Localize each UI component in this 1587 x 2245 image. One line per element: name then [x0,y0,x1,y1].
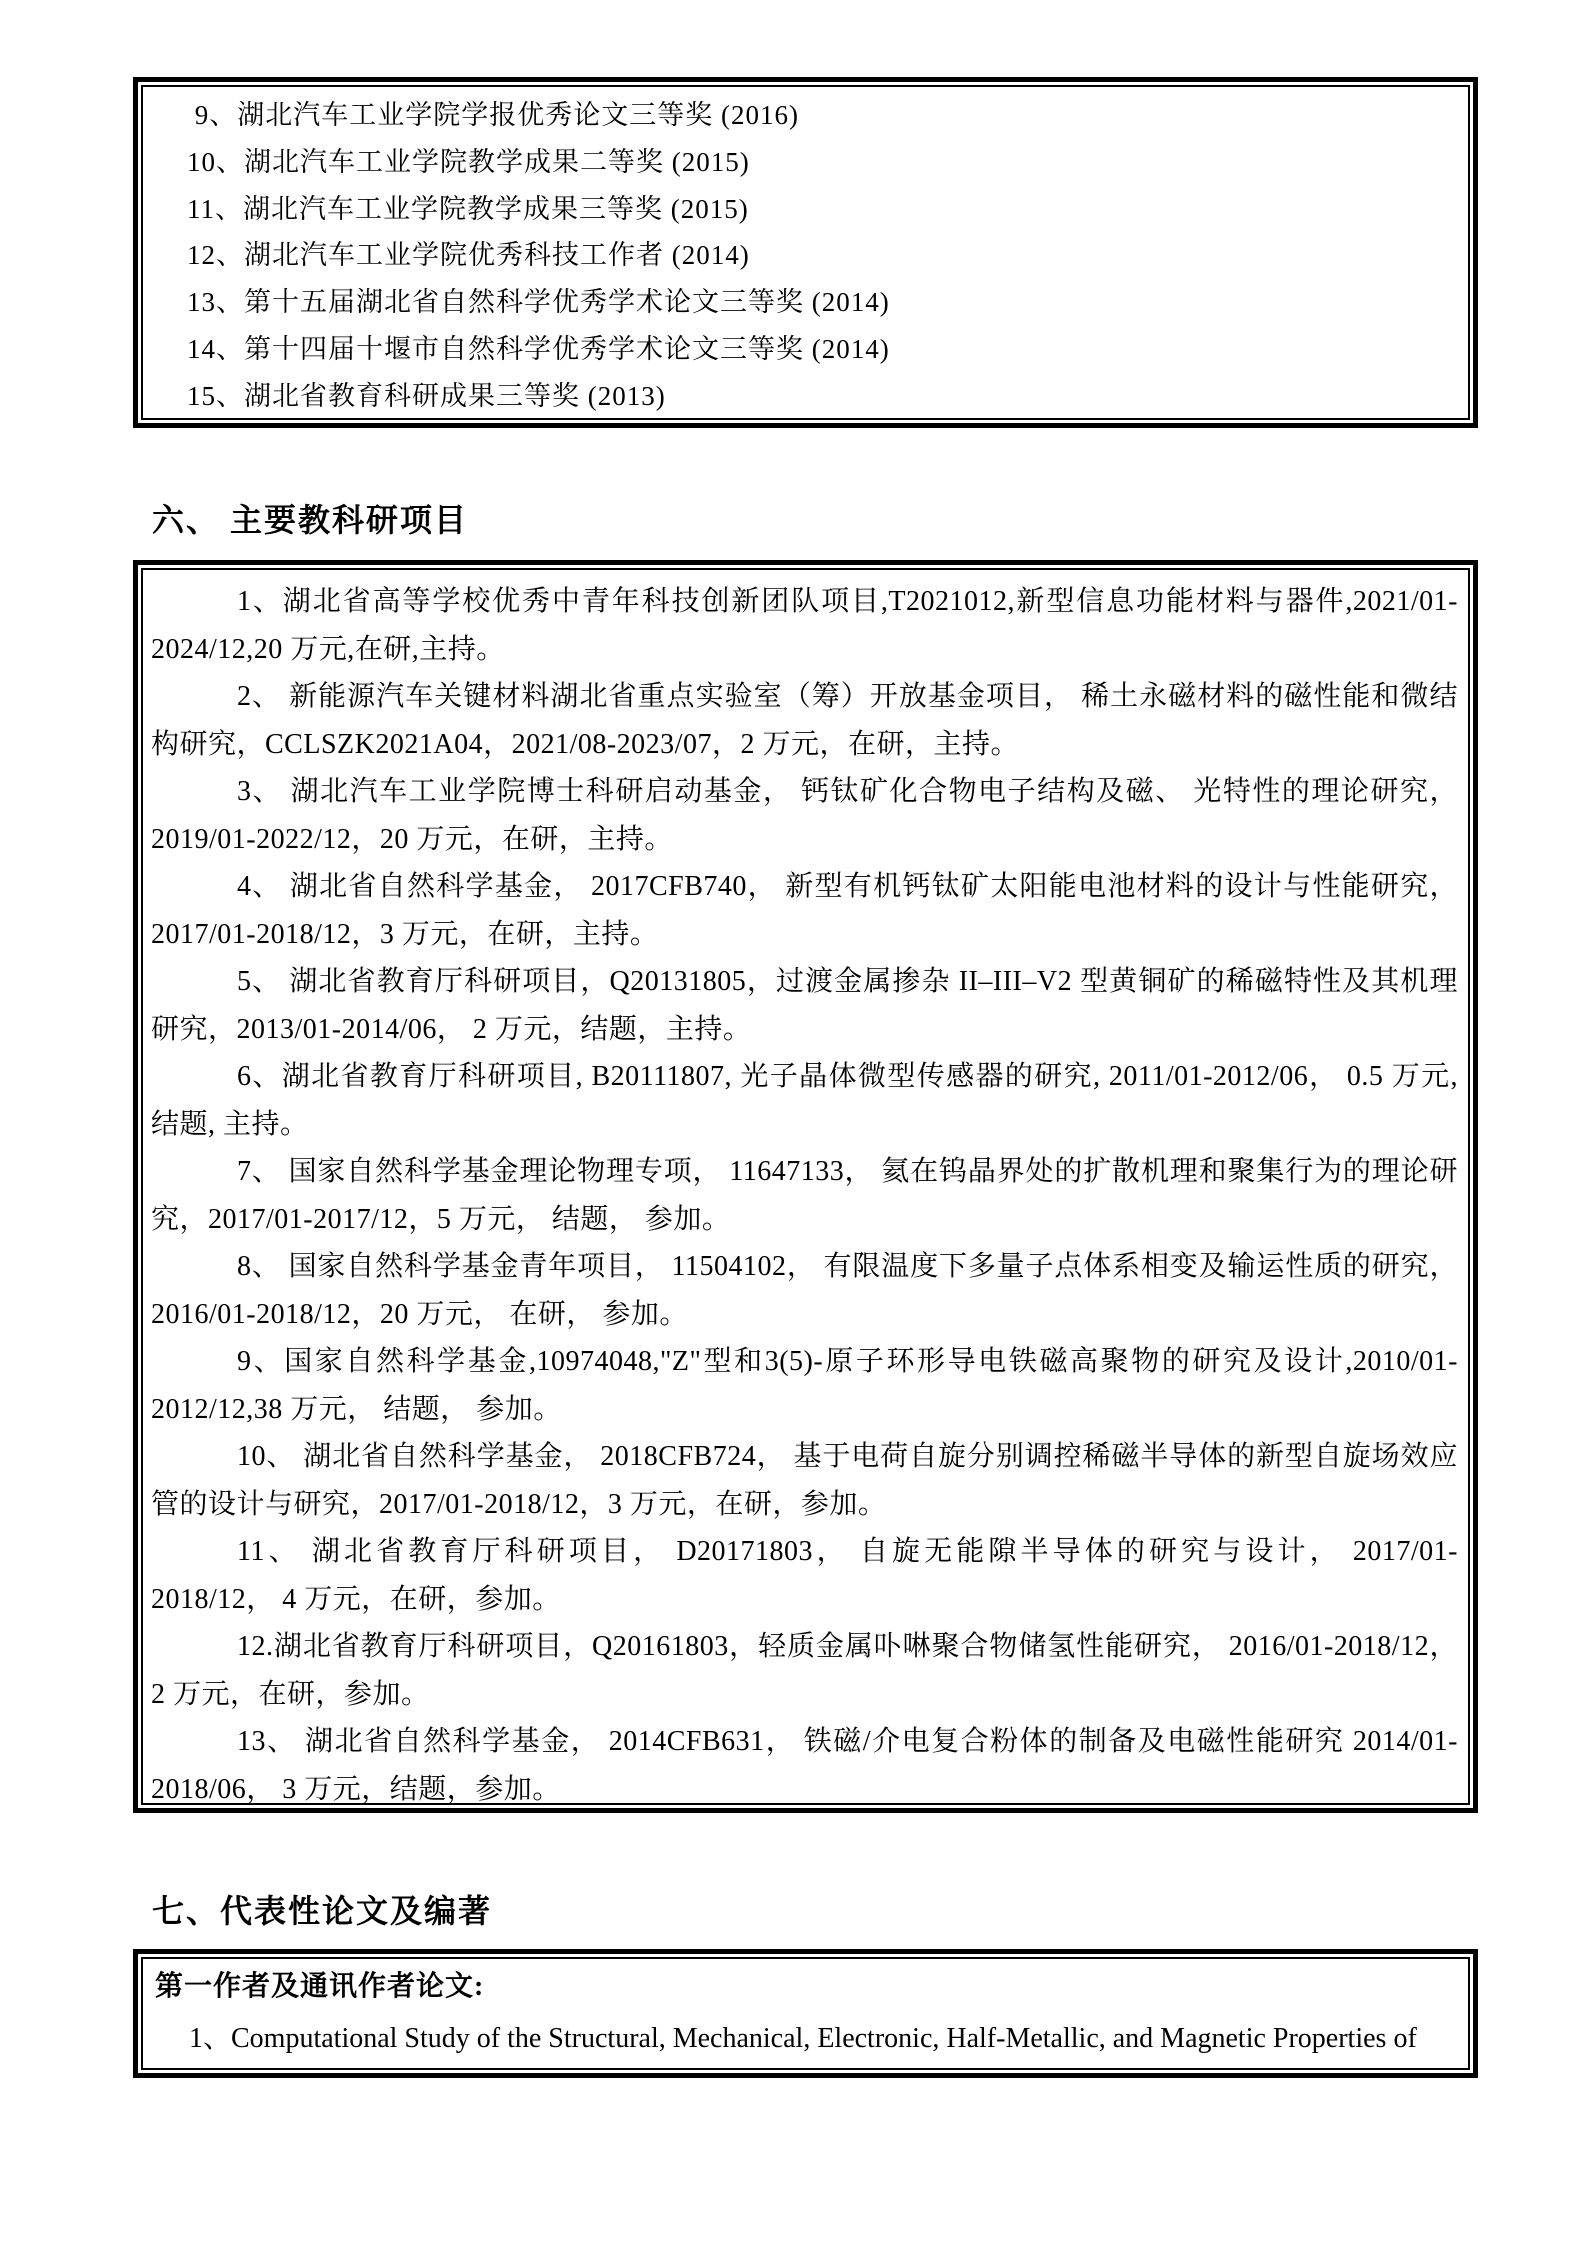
award-item: 10、湖北汽车工业学院教学成果二等奖 (2015) [187,146,750,177]
project-item: 11、 湖北省教育厅科研项目， D20171803， 自旋无能隙半导体的研究与设计， 2017/01-2018/12， 4 万元，在研，参加。 [151,1536,1458,1615]
award-item: 12、湖北汽车工业学院优秀科技工作者 (2014) [187,240,750,271]
projects-box-inner [141,568,1470,1805]
project-item: 12.湖北省教育厅科研项目，Q20161803，轻质金属卟啉聚合物储氢性能研究， 2016/01-2018/12， 2 万元，在研，参加。 [151,1631,1458,1710]
project-item: 4、 湖北省自然科学基金， 2017CFB740， 新型有机钙钛矿太阳能电池材料的设计与性能研究，2017/01-2018/12，3 万元，在研，主持。 [151,871,1458,950]
award-item: 14、第十四届十堰市自然科学优秀学术论文三等奖 (2014) [187,333,890,364]
project-item: 7、 国家自然科学基金理论物理专项， 11647133， 氦在钨晶界处的扩散机理和聚集行为的理论研究，2017/01-2017/12，5 万元， 结题， 参加。 [151,1156,1458,1235]
awards-box-inner [141,85,1470,420]
papers-box [133,1949,1478,2078]
award-item: 11、湖北汽车工业学院教学成果三等奖 (2015) [187,193,749,224]
project-item: 10、 湖北省自然科学基金， 2018CFB724， 基于电荷自旋分别调控稀磁半导体的新型自旋场效应管的设计与研究，2017/01-2018/12，3 万元，在研，参加。 [151,1441,1458,1520]
award-item: 9、湖北汽车工业学院学报优秀论文三等奖 (2016) [187,100,799,130]
project-item: 2、 新能源汽车关键材料湖北省重点实验室（筹）开放基金项目， 稀土永磁材料的磁性能和微结构研究，CCLSZK2021A04，2021/08-2023/07，2 万元，在研，主持。 [151,681,1458,760]
award-item: 15、湖北省教育科研成果三等奖 (2013) [187,380,666,411]
project-item: 6、湖北省教育厅科研项目, B20111807, 光子晶体微型传感器的研究, 2011/01-2012/06， 0.5 万元, 结题, 主持。 [151,1061,1458,1140]
section-heading-projects: 六、 主要教科研项目 [152,502,469,538]
project-item: 8、 国家自然科学基金青年项目， 11504102， 有限温度下多量子点体系相变及输运性质的研究，2016/01-2018/12，20 万元， 在研， 参加。 [151,1251,1458,1330]
award-item: 13、第十五届湖北省自然科学优秀学术论文三等奖 (2014) [187,287,890,318]
projects-box [133,560,1478,1813]
paper-item: 1、Computational Study of the Structural, Mechanical, Electronic, Half-Metallic, and Magnetic Properties of [189,2023,1417,2054]
section-heading-papers: 七、代表性论文及编著 [152,1893,493,1929]
project-item: 13、 湖北省自然科学基金， 2014CFB631， 铁磁/介电复合粉体的制备及电磁性能研究 2014/01-2018/06， 3 万元，结题，参加。 [151,1726,1458,1805]
project-item: 1、湖北省高等学校优秀中青年科技创新团队项目,T2021012,新型信息功能材料与器件,2021/01-2024/12,20 万元,在研,主持。 [151,586,1458,665]
papers-category-label: 第一作者及通讯作者论文: [155,1971,485,2002]
project-item: 5、 湖北省教育厅科研项目，Q20131805，过渡金属掺杂 II–III–V2 型黄铜矿的稀磁特性及其机理研究，2013/01-2014/06， 2 万元，结题，主持。 [151,966,1458,1045]
project-item: 3、 湖北汽车工业学院博士科研启动基金， 钙钛矿化合物电子结构及磁、 光特性的理论研究，2019/01-2022/12，20 万元，在研，主持。 [151,776,1458,855]
project-item: 9、国家自然科学基金,10974048,"Z"型和3(5)-原子环形导电铁磁高聚物的研究及设计,2010/01-2012/12,38 万元， 结题， 参加。 [151,1346,1458,1425]
papers-box-inner [141,1957,1470,2070]
awards-box [133,77,1478,428]
